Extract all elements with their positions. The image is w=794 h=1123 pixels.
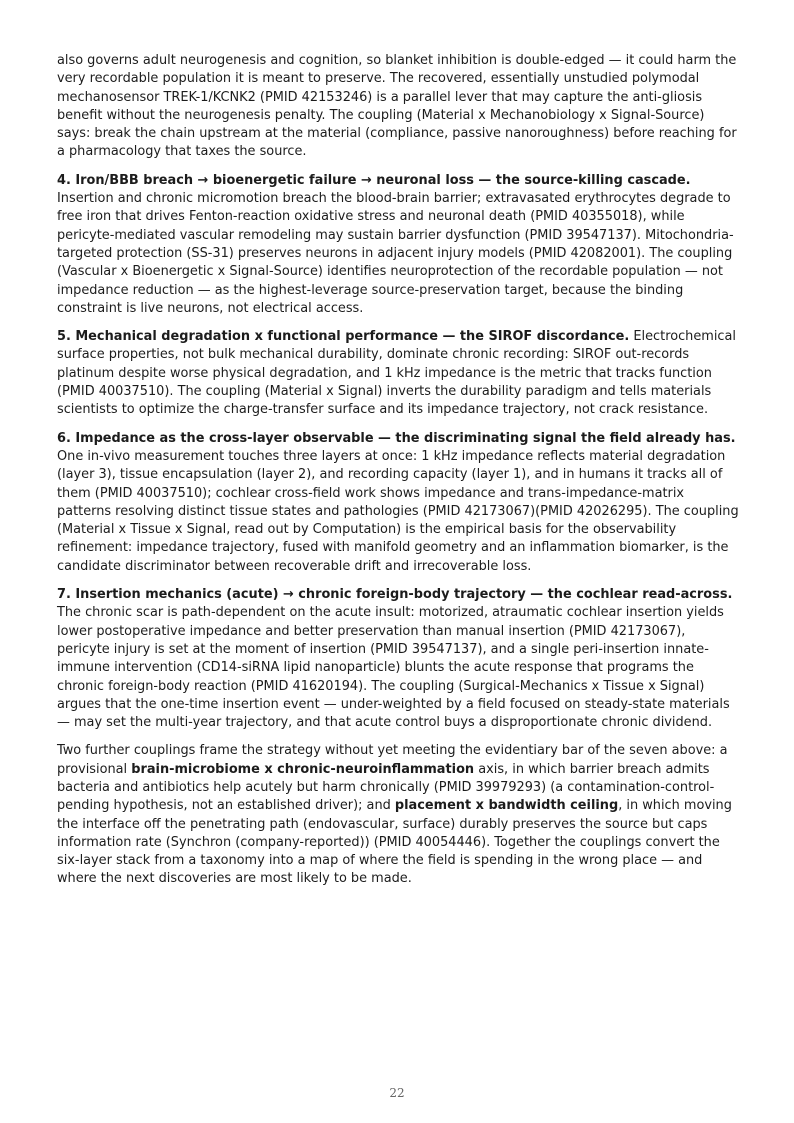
coupling-5-text: Electrochemical surface properties, not bulk mechanical durability, dominate chronic recording: SIROF out-records platinum despite worse physical degradation, and 1 kHz impedance is the metric that tracks function (PMID 40037510). The coupling (Material x Signal) inverts the durability paradigm and tells materials scientists to optimize the charge-transfer surface and its impedance trajectory, not crack resistance. — [57, 329, 736, 418]
closing-text-3: , in which moving the interface off the penetrating path (endovascular, surface) durably preserves the source but caps information rate (Synchron (company-reported)) (PMID 40054446). Together the couplings convert the six-layer stack from a taxonomy into a map of where the field is spending in the wrong place — and where the next discoveries are most likely to be made. — [57, 798, 732, 887]
coupling-5-heading: 5. Mechanical degradation x functional performance — the SIROF discordance. — [57, 329, 630, 345]
closing-bold-1: brain-microbiome x chronic-neuroinflammation — [131, 761, 475, 777]
coupling-6-heading: 6. Impedance as the cross-layer observable — the discriminating signal the field already has. — [57, 430, 736, 446]
coupling-7-heading: 7. Insertion mechanics (acute) → chronic foreign-body trajectory — the cochlear read-across. — [57, 587, 733, 603]
closing-text-2: axis, in which barrier breach admits bacteria and antibiotics help acutely but harm chronically (PMID 39979293) (a contamination-control-pending hypothesis, not an established driver); and — [57, 761, 715, 814]
coupling-6-text: One in-vivo measurement touches three layers at once: 1 kHz impedance reflects material degradation (layer 3), tissue encapsulation (layer 2), and recording capacity (layer 1), and in humans it tracks all of them (PMID 40037510); cochlear cross-field work shows impedance and trans-impedance-matrix patterns resolving distinct tissue states and pathologies (PMID 42173067)(PMID 42026295). The coupling (Material x Tissue x Signal, read out by Computation) is the empirical basis for the observability refinement: impedance trajectory, fused with manifold geometry and an inflammation biomarker, is the candidate discriminator between recoverable drift and irrecoverable loss. — [57, 448, 739, 574]
coupling-4-heading: 4. Iron/BBB breach → bioenergetic failure → neuronal loss — the source-killing cascade. — [57, 172, 691, 188]
paragraph-continuation — [57, 52, 739, 162]
coupling-4-text: Insertion and chronic micromotion breach the blood-brain barrier; extravasated erythrocytes degrade to free iron that drives Fenton-reaction oxidative stress and neuronal death (PMID 40355018), while pericyte-mediated vascular remodeling may sustain barrier dysfunction (PMID 39547137). Mitochondria-targeted protection (SS-31) preserves neurons in adjacent injury models (PMID 42082001). The coupling (Vascular x Bioenergetic x Signal-Source) identifies neuroprotection of the recordable population — not impedance reduction — as the highest-leverage source-preservation target, because the binding constraint is live neurons, not electrical access. — [57, 191, 734, 316]
coupling-7-paragraph — [57, 586, 739, 732]
coupling-6-paragraph — [57, 430, 739, 576]
paragraph-text: also governs adult neurogenesis and cognition, so blanket inhibition is double-edged — it could harm the very recordable population it is meant to preserve. The recovered, essentially unstudied polymodal mechanosensor TREK-1/KCNK2 (PMID 42153246) is a parallel lever that may capture the anti-gliosis benefit without the neurogenesis penalty. The coupling (Material x Mechanobiology x Signal-Source) says: break the chain upstream at the material (compliance, passive nanoroughness) before reaching for a pharmacology that taxes the source. — [57, 53, 737, 160]
coupling-5-paragraph — [57, 328, 739, 419]
coupling-7-text: The chronic scar is path-dependent on the acute insult: motorized, atraumatic cochlear insertion yields lower postoperative impedance and better preservation than manual insertion (PMID 42173067), pericyte injury is set at the moment of insertion (PMID 39547137), and a single peri-insertion innate-immune intervention (CD14-siRNA lipid nanoparticle) blunts the acute response that programs the chronic foreign-body reaction (PMID 41620194). The coupling (Surgical-Mechanics x Tissue x Signal) argues that the one-time insertion event — under-weighted by a field focused on steady-state materials — may set the multi-year trajectory, and that acute control buys a disproportionate chronic dividend. — [57, 605, 730, 731]
coupling-4-paragraph — [57, 172, 739, 318]
closing-paragraph — [57, 742, 739, 888]
closing-text-1: Two further couplings frame the strategy without yet meeting the evidentiary bar of the seven above: a provisional — [57, 743, 728, 777]
page-number: 22 — [389, 1086, 405, 1100]
closing-bold-2: placement x bandwidth ceiling — [394, 798, 619, 814]
page-body — [57, 52, 739, 899]
